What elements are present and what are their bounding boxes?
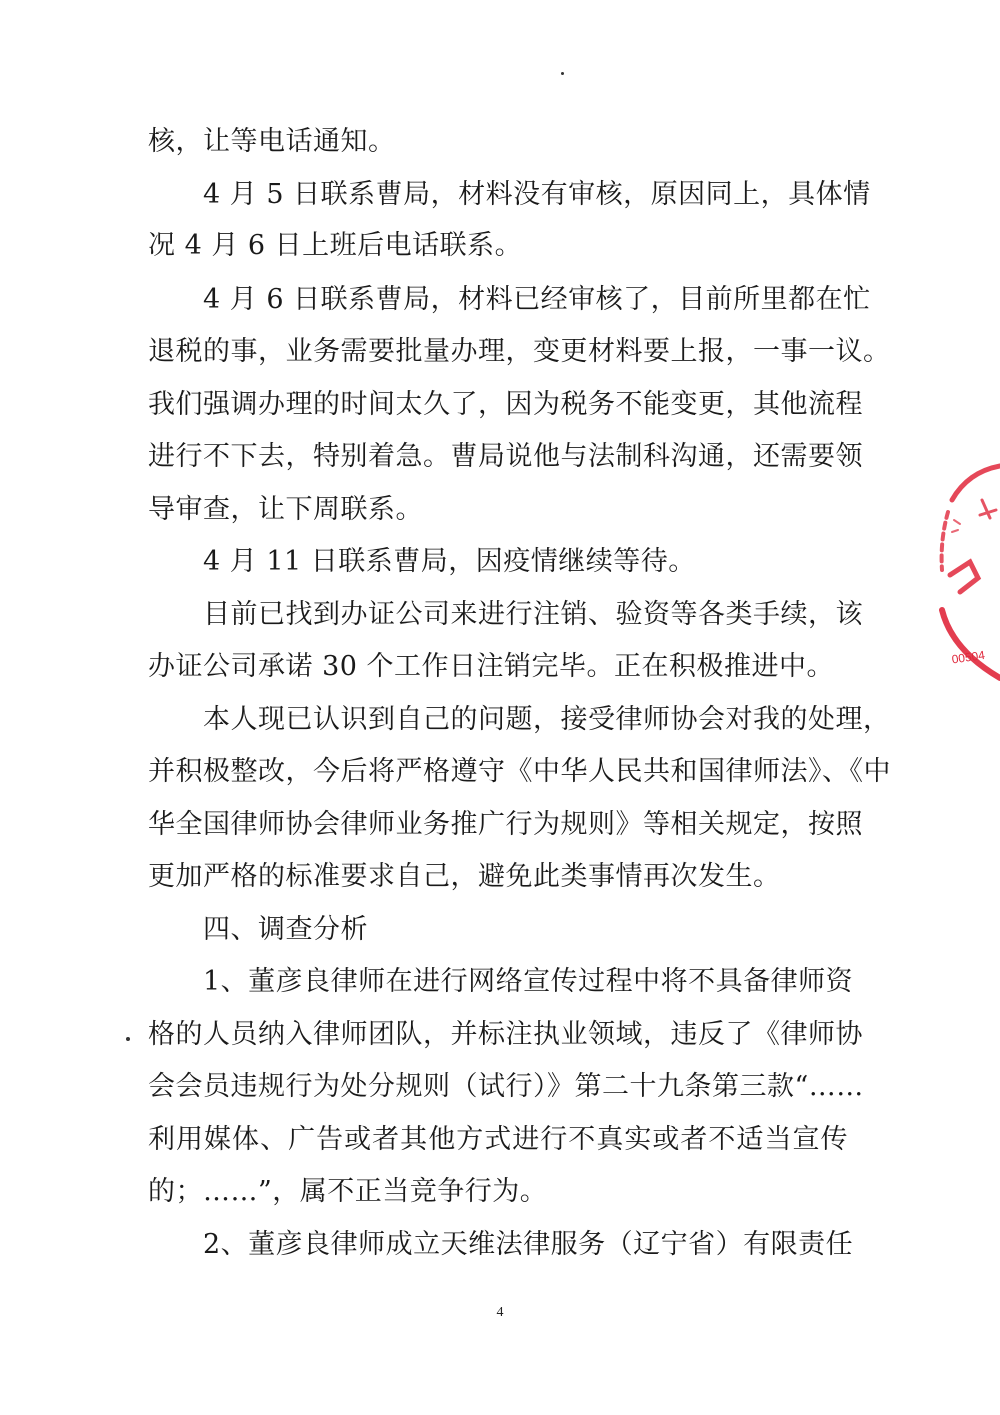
seal-icon <box>930 460 1000 690</box>
text-line: 我们强调办理的时间太久了，因为税务不能变更，其他流程 <box>148 389 863 420</box>
text-line: 利用媒体、广告或者其他方式进行不真实或者不适当宣传 <box>148 1124 848 1155</box>
text-line: 格的人员纳入律师团队，并标注执业领域，违反了《律师协 <box>148 1019 863 1050</box>
text-line: 目前已找到办证公司来进行注销、验资等各类手续，该 <box>203 599 863 630</box>
text-line: 退税的事，业务需要批量办理，变更材料要上报，一事一议。 <box>148 336 891 367</box>
scan-speck <box>561 72 564 75</box>
text-line: 华全国律师协会律师业务推广行为规则》等相关规定，按照 <box>148 809 863 840</box>
text-line: 核，让等电话通知。 <box>148 126 396 157</box>
page-number: 4 <box>496 1305 504 1320</box>
text-line: 导审查，让下周联系。 <box>148 494 423 525</box>
red-seal-stamp <box>930 460 1000 690</box>
svg-text:00504: 00504 <box>950 647 986 667</box>
text-line: 更加严格的标准要求自己，避免此类事情再次发生。 <box>148 861 781 892</box>
text-line: 本人现已认识到自己的问题，接受律师协会对我的处理， <box>203 704 891 735</box>
text-line: 1、董彦良律师在进行网络宣传过程中将不具备律师资 <box>203 966 854 997</box>
scan-speck <box>126 1037 130 1041</box>
section-heading: 四、调查分析 <box>203 914 368 945</box>
text-line: 会会员违规行为处分规则（试行）》第二十九条第三款“…… <box>148 1071 864 1102</box>
text-line: 的；……”，属不正当竞争行为。 <box>148 1176 548 1207</box>
text-line: 办证公司承诺 30 个工作日注销完毕。正在积极推进中。 <box>148 651 835 682</box>
text-line: 况 4 月 6 日上班后电话联系。 <box>148 230 523 261</box>
text-line: 4 月 5 日联系曹局，材料没有审核，原因同上，具体情 <box>203 179 871 210</box>
text-line: 4 月 11 日联系曹局，因疫情继续等待。 <box>203 546 696 577</box>
text-line: 2、董彦良律师成立天维法律服务（辽宁省）有限责任 <box>203 1229 854 1260</box>
text-line: 进行不下去，特别着急。曹局说他与法制科沟通，还需要领 <box>148 441 863 472</box>
text-line: 4 月 6 日联系曹局，材料已经审核了，目前所里都在忙 <box>203 284 871 315</box>
text-line: 并积极整改，今后将严格遵守《中华人民共和国律师法》、《中 <box>148 756 891 787</box>
